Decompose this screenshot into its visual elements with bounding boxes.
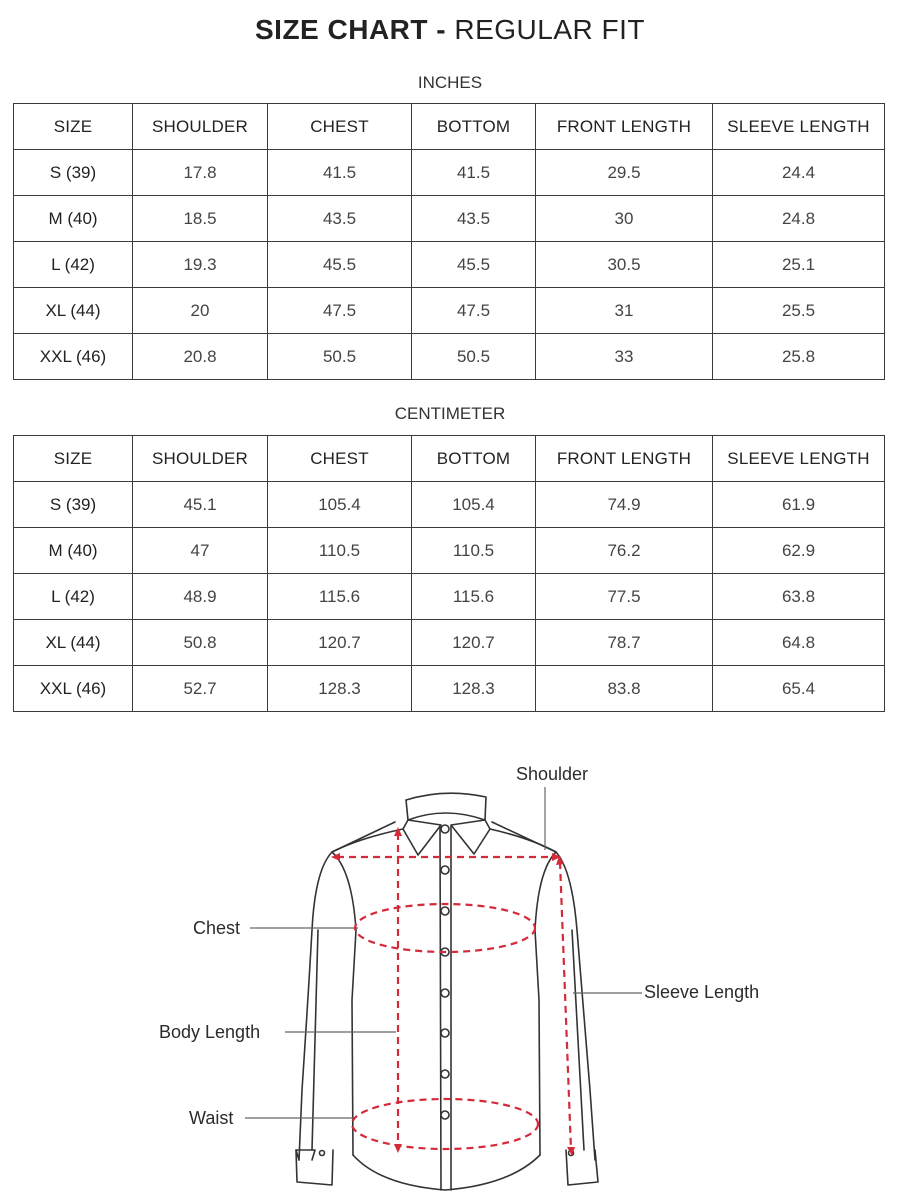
cell: 41.5 <box>268 150 412 196</box>
cell: 110.5 <box>268 528 412 574</box>
cell: XXL (46) <box>14 334 133 380</box>
cell: 31 <box>536 288 713 334</box>
header-shoulder: SHOULDER <box>133 436 268 482</box>
header-shoulder: SHOULDER <box>133 104 268 150</box>
cell: 20.8 <box>133 334 268 380</box>
page-title <box>0 14 900 46</box>
cell: 50.5 <box>268 334 412 380</box>
cell: 17.8 <box>133 150 268 196</box>
cell: 47.5 <box>412 288 536 334</box>
cell: 30 <box>536 196 713 242</box>
cell: 128.3 <box>412 666 536 712</box>
label-body-length: Body Length <box>159 1022 261 1042</box>
cell: 20 <box>133 288 268 334</box>
header-sleeve-length: SLEEVE LENGTH <box>713 104 885 150</box>
cell: S (39) <box>14 150 133 196</box>
cell: 25.1 <box>713 242 885 288</box>
cell: 41.5 <box>412 150 536 196</box>
header-chest: CHEST <box>268 104 412 150</box>
table-row <box>14 334 885 380</box>
cell: 43.5 <box>412 196 536 242</box>
size-table-inches <box>13 103 885 380</box>
cell: 78.7 <box>536 620 713 666</box>
table-row <box>14 288 885 334</box>
label-sleeve-length: Sleeve Length <box>644 982 760 1002</box>
size-table-centimeter <box>13 435 885 712</box>
table-header-row <box>14 104 885 150</box>
cell: 24.8 <box>713 196 885 242</box>
table-header-row <box>14 436 885 482</box>
table-row <box>14 574 885 620</box>
header-size: SIZE <box>14 104 133 150</box>
cell: 25.5 <box>713 288 885 334</box>
table-row <box>14 150 885 196</box>
cell: 30.5 <box>536 242 713 288</box>
cell: 63.8 <box>713 574 885 620</box>
cell: 120.7 <box>412 620 536 666</box>
cell: 83.8 <box>536 666 713 712</box>
cell: 45.5 <box>268 242 412 288</box>
cell: 110.5 <box>412 528 536 574</box>
cell: XXL (46) <box>14 666 133 712</box>
cell: 64.8 <box>713 620 885 666</box>
cell: 47.5 <box>268 288 412 334</box>
table-row <box>14 242 885 288</box>
unit-label-inches: INCHES <box>417 73 483 92</box>
header-bottom: BOTTOM <box>412 104 536 150</box>
cell: 77.5 <box>536 574 713 620</box>
cell: 19.3 <box>133 242 268 288</box>
table-row <box>14 666 885 712</box>
header-front-length: FRONT LENGTH <box>536 104 713 150</box>
cell: 24.4 <box>713 150 885 196</box>
cell: 115.6 <box>268 574 412 620</box>
header-front-length: FRONT LENGTH <box>536 436 713 482</box>
cell: 52.7 <box>133 666 268 712</box>
cell: 128.3 <box>268 666 412 712</box>
cell: 29.5 <box>536 150 713 196</box>
header-size: SIZE <box>14 436 133 482</box>
cell: 105.4 <box>412 482 536 528</box>
cell: 62.9 <box>713 528 885 574</box>
label-shoulder: Shoulder <box>516 764 589 784</box>
label-chest: Chest <box>193 918 241 938</box>
cell: L (42) <box>14 574 133 620</box>
header-chest: CHEST <box>268 436 412 482</box>
cell: 48.9 <box>133 574 268 620</box>
cell: 115.6 <box>412 574 536 620</box>
cell: 61.9 <box>713 482 885 528</box>
cell: 74.9 <box>536 482 713 528</box>
cell: 47 <box>133 528 268 574</box>
title-regular: REGULAR FIT <box>454 14 646 45</box>
cell: XL (44) <box>14 288 133 334</box>
cell: 120.7 <box>268 620 412 666</box>
cell: 25.8 <box>713 334 885 380</box>
cell: M (40) <box>14 528 133 574</box>
cell: 50.8 <box>133 620 268 666</box>
cell: 105.4 <box>268 482 412 528</box>
cell: 18.5 <box>133 196 268 242</box>
unit-label-centimeter: CENTIMETER <box>394 404 506 423</box>
cell: 65.4 <box>713 666 885 712</box>
cell: L (42) <box>14 242 133 288</box>
label-waist: Waist <box>189 1108 234 1128</box>
cell: 43.5 <box>268 196 412 242</box>
shirt-measurement-icon <box>0 740 900 1200</box>
header-bottom: BOTTOM <box>412 436 536 482</box>
cell: 45.5 <box>412 242 536 288</box>
cell: 33 <box>536 334 713 380</box>
table-row <box>14 196 885 242</box>
table-row <box>14 620 885 666</box>
cell: M (40) <box>14 196 133 242</box>
cell: 76.2 <box>536 528 713 574</box>
cell: 45.1 <box>133 482 268 528</box>
cell: 50.5 <box>412 334 536 380</box>
cell: S (39) <box>14 482 133 528</box>
title-bold: SIZE CHART - <box>254 14 447 45</box>
header-sleeve-length: SLEEVE LENGTH <box>713 436 885 482</box>
cell: XL (44) <box>14 620 133 666</box>
table-row <box>14 482 885 528</box>
table-row <box>14 528 885 574</box>
